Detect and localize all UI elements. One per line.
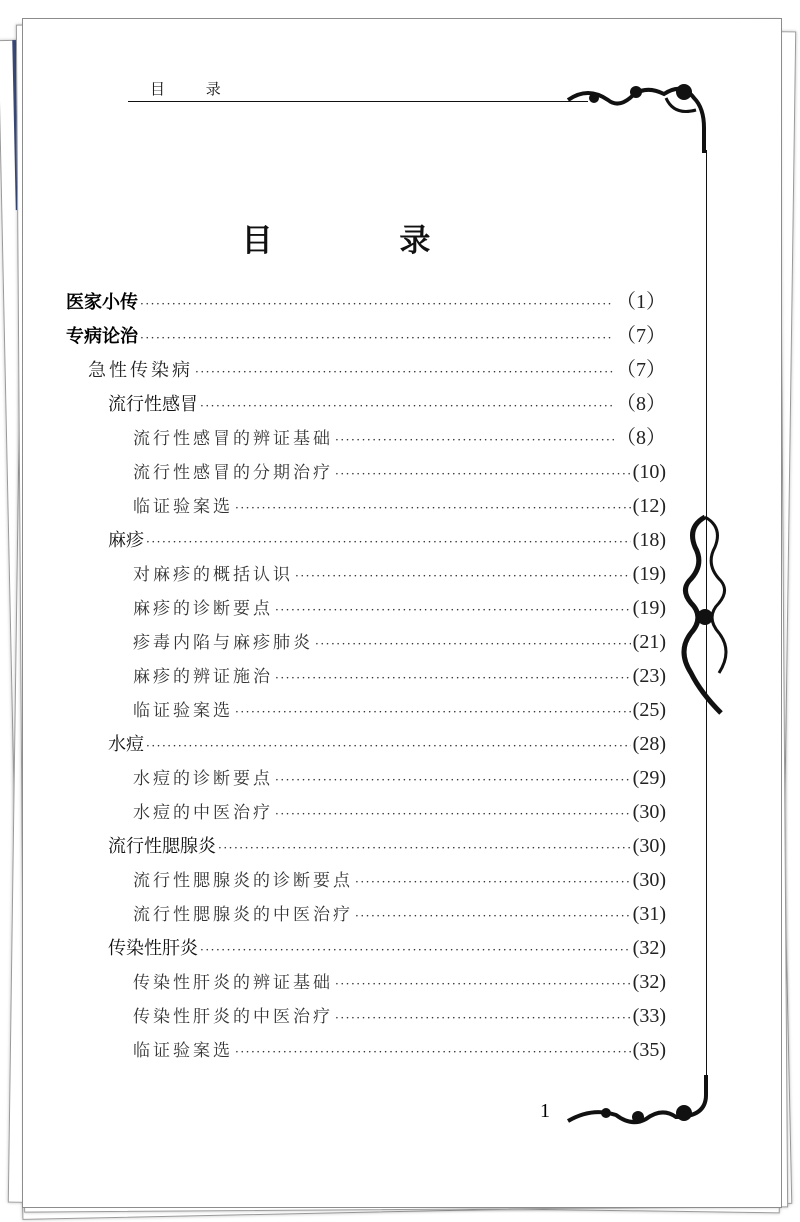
toc-entry-page: (21) — [632, 631, 666, 653]
toc-entry-label: 急性传染病 — [88, 360, 193, 381]
toc-entry-label: 临证验案选 — [133, 1041, 233, 1061]
toc-entry[interactable] — [66, 628, 666, 662]
leader-dots — [218, 834, 631, 862]
toc-entry[interactable] — [66, 390, 666, 424]
toc-entry[interactable] — [66, 764, 666, 798]
toc-entry-page: （1） — [616, 291, 666, 313]
leader-dots — [195, 358, 614, 386]
toc-entry-label: 传染性肝炎的中医治疗 — [133, 1007, 333, 1027]
leader-dots — [275, 596, 631, 624]
toc-entry-page: (25) — [632, 699, 666, 721]
toc-entry[interactable] — [66, 900, 666, 934]
toc-entry-page: (32) — [632, 971, 666, 993]
toc-entry-label: 流行性腮腺炎的中医治疗 — [133, 905, 353, 925]
leader-dots — [295, 562, 631, 590]
leader-dots — [140, 324, 614, 352]
toc-entry-label: 流行性感冒 — [108, 394, 198, 415]
toc-entry-page: (28) — [632, 733, 666, 755]
toc-entry-label: 流行性腮腺炎的诊断要点 — [133, 871, 353, 891]
toc-entry-page: （7） — [616, 325, 666, 347]
toc-entry-page: (32) — [632, 937, 666, 959]
toc-entry-page: (19) — [632, 597, 666, 619]
toc-entry[interactable] — [66, 1002, 666, 1036]
toc-entry-page: (12) — [632, 495, 666, 517]
corner-ornament-top-icon — [566, 78, 716, 158]
leader-dots — [315, 630, 631, 658]
leader-dots — [275, 766, 631, 794]
page-number: 1 — [540, 1100, 550, 1122]
toc-entry-page: (29) — [632, 767, 666, 789]
side-ornament-icon — [680, 515, 730, 720]
toc-entry-page: (30) — [632, 869, 666, 891]
page-title: 目 录 — [241, 223, 489, 259]
toc-entry-label: 水痘的诊断要点 — [133, 769, 273, 789]
leader-dots — [200, 936, 631, 964]
toc-entry[interactable] — [66, 1036, 666, 1070]
toc-entry[interactable] — [66, 492, 666, 526]
toc-entry-page: (30) — [632, 835, 666, 857]
toc-entry-label: 麻疹 — [108, 530, 144, 551]
toc-entry-page: (18) — [632, 529, 666, 551]
toc-entry-page: (19) — [632, 563, 666, 585]
header-rule — [128, 101, 588, 102]
toc-entry[interactable] — [66, 968, 666, 1002]
leader-dots — [235, 698, 631, 726]
toc-entry[interactable] — [66, 288, 666, 322]
toc-entry-label: 医家小传 — [66, 292, 138, 313]
toc-entry-label: 临证验案选 — [133, 701, 233, 721]
toc-entry-label: 对麻疹的概括认识 — [133, 565, 293, 585]
toc-entry-label: 麻疹的辨证施治 — [133, 667, 273, 687]
leader-dots — [275, 800, 631, 828]
toc-entry[interactable] — [66, 696, 666, 730]
toc-entry-label: 麻疹的诊断要点 — [133, 599, 273, 619]
toc-entry-label: 传染性肝炎的辨证基础 — [133, 973, 333, 993]
toc-entry-page: （8） — [616, 393, 666, 415]
leader-dots — [275, 664, 631, 692]
toc-entry-label: 传染性肝炎 — [108, 938, 198, 959]
toc-entry[interactable] — [66, 594, 666, 628]
toc-entry-label: 流行性腮腺炎 — [108, 836, 216, 857]
leader-dots — [335, 426, 614, 454]
leader-dots — [355, 902, 631, 930]
leader-dots — [335, 970, 631, 998]
toc-entry[interactable] — [66, 356, 666, 390]
toc-entry[interactable] — [66, 424, 666, 458]
toc-entry[interactable] — [66, 560, 666, 594]
toc-entry-page: (23) — [632, 665, 666, 687]
leader-dots — [355, 868, 631, 896]
toc-entry-label: 疹毒内陷与麻疹肺炎 — [133, 633, 313, 653]
toc-entry-label: 水痘 — [108, 734, 144, 755]
toc-entry[interactable] — [66, 934, 666, 968]
toc-entry-label: 水痘的中医治疗 — [133, 803, 273, 823]
toc-entry-page: (35) — [632, 1039, 666, 1061]
leader-dots — [140, 290, 614, 318]
toc-entry-page: (10) — [632, 461, 666, 483]
leader-dots — [146, 528, 631, 556]
leader-dots — [146, 732, 631, 760]
table-of-contents — [66, 288, 666, 1070]
corner-ornament-bottom-icon — [566, 1075, 716, 1135]
toc-entry[interactable] — [66, 832, 666, 866]
toc-entry[interactable] — [66, 730, 666, 764]
leader-dots — [335, 1004, 631, 1032]
toc-entry-page: (31) — [632, 903, 666, 925]
toc-entry-page: (33) — [632, 1005, 666, 1027]
toc-entry[interactable] — [66, 526, 666, 560]
toc-entry-label: 流行性感冒的辨证基础 — [133, 429, 333, 449]
toc-entry-label: 专病论治 — [66, 326, 138, 347]
running-head: 目 录 — [150, 80, 239, 98]
toc-entry[interactable] — [66, 662, 666, 696]
leader-dots — [335, 460, 631, 488]
toc-entry-label: 临证验案选 — [133, 497, 233, 517]
toc-entry-page: （8） — [616, 427, 666, 449]
toc-entry[interactable] — [66, 458, 666, 492]
toc-entry-page: （7） — [616, 359, 666, 381]
leader-dots — [235, 1038, 631, 1066]
toc-entry[interactable] — [66, 798, 666, 832]
toc-entry[interactable] — [66, 322, 666, 356]
toc-entry[interactable] — [66, 866, 666, 900]
leader-dots — [200, 392, 614, 420]
toc-entry-page: (30) — [632, 801, 666, 823]
toc-entry-label: 流行性感冒的分期治疗 — [133, 463, 333, 483]
leader-dots — [235, 494, 631, 522]
